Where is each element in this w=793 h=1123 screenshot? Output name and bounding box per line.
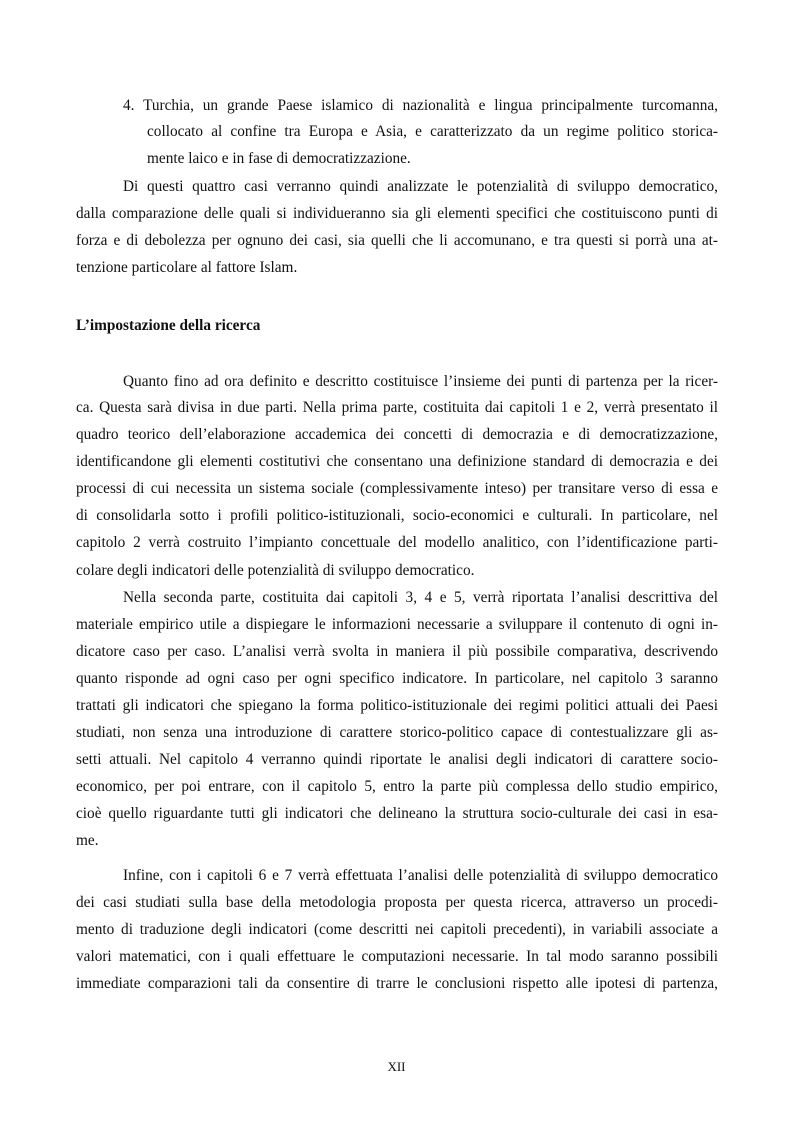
- page-number: XII: [387, 1059, 406, 1074]
- paragraph-line: Infine, con i capitoli 6 e 7 verrà effettuata l’analisi delle potenzialità di sviluppo democratico: [123, 867, 718, 884]
- paragraph-line: di consolidarla sotto i profili politico-istituzionali, socio-economici e culturali. In particolare, nel: [76, 507, 718, 524]
- list-item-line: 4. Turchia, un grande Paese islamico di nazionalità e lingua principalmente turcomanna,: [123, 97, 718, 114]
- paragraph-line: studiati, non senza una introduzione di carattere storico-politico capace di contestualizzare gli as-: [76, 724, 718, 741]
- paragraph-line: mento di traduzione degli indicatori (come descritti nei capitoli precedenti), in variabili associate a: [76, 921, 718, 938]
- paragraph-line: capitolo 2 verrà costruito l’impianto concettuale del modello analitico, con l’identificazione parti-: [76, 534, 718, 551]
- paragraph-line: economico, per poi entrare, con il capitolo 5, entro la parte più complessa dello studio empirico,: [76, 778, 718, 795]
- paragraph-line: me.: [76, 832, 99, 849]
- paragraph-line: trattati gli indicatori che spiegano la forma politico-istituzionale dei regimi politici attuali dei Paesi: [76, 697, 718, 714]
- paragraph-line: valori matematici, con i quali effettuare le computazioni necessarie. In tal modo saranno possibili: [76, 948, 718, 965]
- paragraph-line: quanto risponde ad ogni caso per ogni specifico indicatore. In particolare, nel capitolo 3 saranno: [76, 670, 718, 687]
- list-item-line: mente laico e in fase di democratizzazione.: [147, 150, 411, 167]
- paragraph-line: tenzione particolare al fattore Islam.: [76, 259, 298, 276]
- section-heading: L’impostazione della ricerca: [76, 317, 261, 334]
- paragraph-line: dicatore caso per caso. L’analisi verrà svolta in maniera il più possibile comparativa, descrivendo: [76, 643, 718, 660]
- paragraph-line: immediate comparazioni tali da consentire di trarre le conclusioni rispetto alle ipotesi di partenza,: [76, 975, 718, 992]
- paragraph-line: processi di cui necessita un sistema sociale (complessivamente inteso) per transitare verso di essa e: [76, 480, 718, 497]
- paragraph-line: Quanto fino ad ora definito e descritto costituisce l’insieme dei punti di partenza per la ricer-: [123, 373, 718, 390]
- paragraph-line: materiale empirico utile a dispiegare le informazioni necessarie a sviluppare il contenuto di ogni in-: [76, 616, 718, 633]
- paragraph-line: cioè quello riguardante tutti gli indicatori che delineano la struttura socio-culturale dei casi in esa-: [76, 805, 718, 822]
- paragraph-line: dei casi studiati sulla base della metodologia proposta per questa ricerca, attraverso un procedi-: [76, 894, 718, 911]
- paragraph-line: Di questi quattro casi verranno quindi analizzate le potenzialità di sviluppo democratico,: [123, 178, 718, 195]
- paragraph-line: setti attuali. Nel capitolo 4 verranno quindi riportate le analisi degli indicatori di carattere socio-: [76, 751, 718, 768]
- list-item-line: collocato al confine tra Europa e Asia, e caratterizzato da un regime politico storica-: [147, 123, 718, 140]
- paragraph-line: forza e di debolezza per ognuno dei casi, sia quelli che li accomunano, e tra questi si porrà una at-: [76, 232, 718, 249]
- paragraph-line: dalla comparazione delle quali si individueranno sia gli elementi specifici che costituiscono punti di: [76, 205, 718, 222]
- paragraph-line: identificandone gli elementi costitutivi che consentano una definizione standard di democrazia e dei: [76, 453, 718, 470]
- paragraph-line: colare degli indicatori delle potenzialità di sviluppo democratico.: [76, 562, 475, 579]
- paragraph-line: ca. Questa sarà divisa in due parti. Nella prima parte, costituita dai capitoli 1 e 2, verrà presentato il: [76, 399, 718, 416]
- paragraph-line: quadro teorico dell’elaborazione accademica dei concetti di democrazia e di democratizzazione,: [76, 426, 718, 443]
- paragraph-line: Nella seconda parte, costituita dai capitoli 3, 4 e 5, verrà riportata l’analisi descrittiva del: [123, 589, 718, 606]
